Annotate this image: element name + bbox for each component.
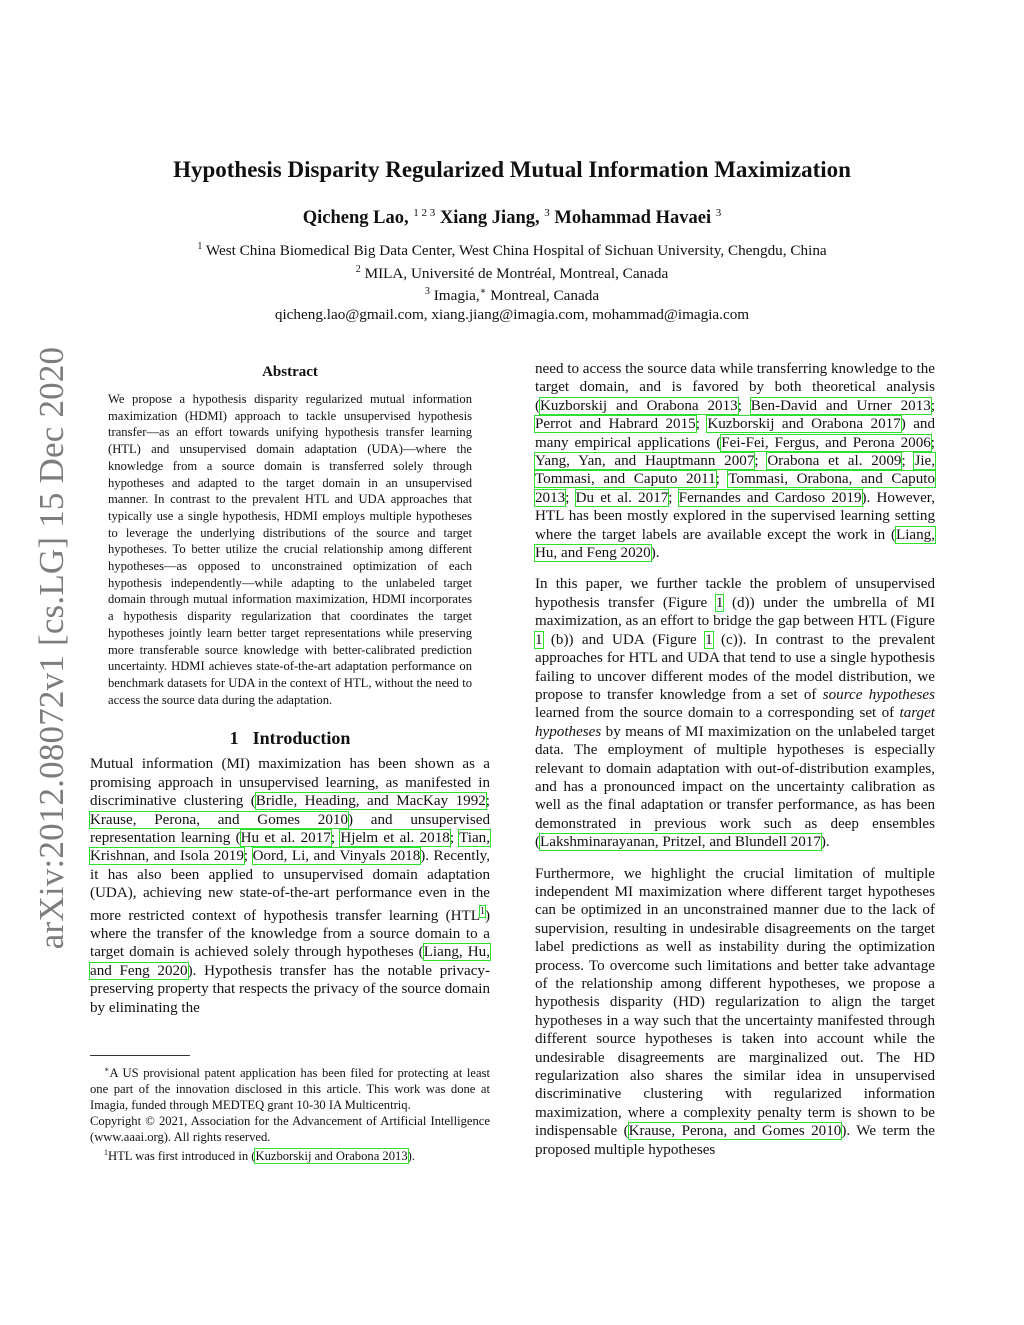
affiliation-mark: 1: [197, 241, 203, 252]
emphasis-text: source hypotheses: [822, 686, 935, 703]
affiliation-mark: 2: [355, 263, 361, 275]
author-emails: qicheng.lao@gmail.com, xiang.jiang@imagia.com, mohammad@imagia.com: [274, 305, 750, 323]
author-name: Xiang Jiang,: [439, 208, 540, 228]
citation-link[interactable]: Tian, Krishnan, and Isola 2019: [90, 829, 490, 865]
citation-link[interactable]: Du et al. 2017: [575, 489, 669, 506]
citation-separator: ;: [715, 471, 729, 488]
left-column: [90, 360, 490, 1017]
section-title: Introduction: [252, 728, 351, 749]
paragraph-text: Mutual information (MI) maximization has been shown as a promising approach in unsupervised learning, as manifested in discriminative clustering (: [90, 756, 490, 810]
paragraph-text: ). We term the proposed multiple hypotheses: [535, 1123, 935, 1158]
citation-separator: ;: [754, 453, 768, 470]
paragraph-text: ).: [820, 834, 830, 851]
arxiv-identifier-stamp: arXiv:2012.08072v1 [cs.LG] 15 Dec 2020: [32, 346, 71, 950]
intro-paragraph-3: [535, 865, 935, 1160]
citation-link[interactable]: Perrot and Habrard 2015: [535, 416, 696, 433]
section-heading-introduction: [90, 728, 490, 749]
citation-separator: ;: [695, 416, 708, 433]
citation-separator: ;: [449, 829, 460, 846]
right-column: [535, 360, 935, 1159]
citation-link[interactable]: Fernandes and Cardoso 2019: [678, 489, 862, 506]
footnote-star-mark: ∗: [479, 286, 487, 297]
citation-link[interactable]: Bridle, Heading, and MacKay 1992: [255, 793, 486, 810]
figure-link[interactable]: 1: [535, 631, 543, 648]
citation-link[interactable]: Fei-Fei, Fergus, and Perona 2006: [721, 434, 931, 451]
affiliation-text: MILA, Université de Montréal, Montreal, Canada: [360, 264, 669, 282]
paragraph-text: (b)) and UDA (Figure: [542, 631, 706, 648]
abstract-text: We propose a hypothesis disparity regularized mutual information maximization (HDMI) approach to tackle unsupervised hypothesis transfer—as an effort towards unifying hypothesis transfer learning (HTL) and unsupervised domain adaptation (UDA)—where the knowledge from a source domain is transferred solely through hypotheses and adapted to the target domain in an unsupervised manner. In contrast to the prevalent HTL and UDA approaches that typically use a single hypothesis, HDMI employs multiple hypotheses to leverage the underlying distributions of the source and target hypotheses. To better utilize the crucial relationship among different hypotheses—as opposed to unconstrained optimization of each hypothesis independently—while adapting to the unlabeled target domain through mutual information maximization, HDMI incorporates a hypothesis disparity regularization that coordinates the target hypotheses jointly learn better target representations while preserving more transferable source knowledge with better-calibrated prediction uncertainty. HDMI achieves state-of-the-art adaptation performance on benchmark datasets for UDA in the context of HTL, without the need to access the source data during the adaptation.: [108, 392, 472, 707]
citation-link[interactable]: Yang, Yan, and Hauptmann 2007: [535, 453, 755, 470]
footnotes: [90, 1055, 490, 1164]
citation-separator: ;: [330, 829, 341, 846]
citation-link[interactable]: Kuzborskij and Orabona 2017: [707, 416, 901, 433]
footnote-mark: 1: [104, 1148, 108, 1157]
abstract-heading: Abstract: [262, 364, 318, 380]
copyright-notice: Copyright © 2021, Association for the Advancement of Artificial Intelligence (www.aaai.org). All rights reserved.: [90, 1114, 490, 1144]
affiliation-text: Montreal, Canada: [486, 287, 600, 304]
paragraph-text: (d)) under the umbrella of MI maximization, as an effort to bridge the gap between HTL (Figure: [535, 594, 935, 630]
affiliation-block: [0, 238, 1024, 324]
footnote-divider: [90, 1055, 190, 1056]
footnote-star: [90, 1062, 490, 1113]
citation-link[interactable]: Tommasi, Orabona, and Caputo 2013: [535, 471, 936, 506]
citation-link[interactable]: Liang, Hu, and Feng 2020: [535, 526, 935, 562]
author-affiliation-marks: 3: [544, 207, 550, 219]
paragraph-text: ).: [650, 545, 660, 562]
citation-separator: ;: [930, 434, 935, 451]
paragraph-text: learned from the source domain to a corresponding set of: [535, 705, 900, 722]
paragraph-text: ) and many empirical applications (: [535, 416, 936, 451]
affiliation-text: Imagia,: [429, 287, 480, 304]
author-affiliation-marks: 3: [715, 207, 722, 219]
footnote-1: [90, 1145, 490, 1164]
citation-separator: ;: [485, 793, 490, 810]
paragraph-text: ). Recently, it has also been applied to unsupervised domain adaptation (UDA), achieving new state-of-the-art performance even in the more restricted context of hypothesis transfer learning (HTL: [90, 848, 490, 924]
author-affiliation-marks: 1 2 3: [413, 207, 436, 219]
citation-link[interactable]: Krause, Perona, and Gomes 2010: [90, 811, 348, 828]
paragraph-text: by means of MI maximization on the unlabeled target data. The employment of multiple hypotheses is especially relevant to domain adaptation with out-of-distribution examples, and has a pronounced impact on the uncertainty calibration as well as the final adaptation or transfer performance, as has been demonstrated in previous work such as deep ensembles (: [535, 723, 935, 851]
citation-link[interactable]: Kuzborskij and Orabona 2013: [540, 397, 738, 414]
citation-separator: ;: [737, 397, 751, 414]
author-name: Qicheng Lao,: [302, 208, 409, 228]
intro-paragraph-2: [535, 575, 935, 851]
citation-link[interactable]: Kuzborskij and Orabona 2013: [255, 1149, 408, 1163]
citation-separator: ;: [901, 453, 915, 470]
citation-separator: ;: [243, 848, 253, 865]
intro-paragraph-1: [90, 755, 490, 1017]
section-number: 1: [229, 728, 239, 749]
author-list: [0, 207, 1024, 229]
affiliation-text: West China Biomedical Big Data Center, West China Hospital of Sichuan University, Chengdu, China: [202, 242, 827, 259]
footnote-text: ).: [407, 1149, 415, 1163]
paragraph-text: ) and unsupervised representation learning (: [90, 811, 490, 846]
citation-link[interactable]: Hjelm et al. 2018: [340, 829, 450, 846]
paragraph-text: (c)). In contrast to the prevalent approaches for HTL and UDA that tend to use a single hypothesis failing to uncover different modes of the model distribution, we propose to transfer knowledge from a set of: [535, 631, 935, 703]
paragraph-text: need to access the source data while transferring knowledge to the target domain, and is favored by both theoretical analysis (: [535, 361, 935, 414]
emphasis-text: target hypotheses: [535, 705, 935, 740]
paragraph-text: ) where the transfer of the knowledge from a source domain to a target domain is achieved solely through hypotheses (: [90, 907, 490, 961]
citation-link[interactable]: Hu et al. 2017: [240, 829, 331, 846]
figure-link[interactable]: 1: [705, 631, 713, 648]
paragraph-text: ). However, HTL has been mostly explored in the supervised learning setting where the target labels are available except the work in (: [535, 489, 935, 543]
paragraph-text: Furthermore, we highlight the crucial limitation of multiple independent MI maximization where different target hypotheses can be optimized in an unconstrained manner due to the lack of supervision, resulting in undesirable disagreements on the target label predictions as well as instability during the optimization process. To overcome such limitations and better take advantage of the relationship among different hypotheses, we propose a hypothesis disparity (HD) regularization to align the target hypotheses in a way such that the uncertainty manifested through different source hypotheses is taken into account while the undesirable disagreements are marginalized out. The HD regularization also shares the similar idea in unsupervised discriminative clustering with regularized information maximization, where a complexity penalty term is shown to be indispensable (: [535, 865, 935, 1140]
intro-paragraph-continued: [535, 360, 935, 562]
citation-link[interactable]: Orabona et al. 2009: [767, 453, 902, 470]
citation-link[interactable]: Ben-David and Urner 2013: [750, 397, 931, 414]
citation-link[interactable]: Jie, Tommasi, and Caputo 2011: [535, 453, 935, 488]
paper-title: Hypothesis Disparity Regularized Mutual Information Maximization: [173, 157, 851, 182]
footnote-text: A US provisional patent application has been filed for protecting at least one part of the innovation disclosed in this article. This work was done at Imagia, funded through MEDTEQ grant 10-30 IA Multicentriq.: [90, 1066, 490, 1112]
citation-separator: ;: [930, 397, 936, 414]
paragraph-text: In this paper, we further tackle the problem of unsupervised hypothesis transfer (Figure: [535, 576, 935, 611]
citation-link[interactable]: Krause, Perona, and Gomes 2010: [628, 1123, 842, 1140]
affiliation-line: [0, 261, 1024, 284]
citation-link[interactable]: Lakshminarayanan, Pritzel, and Blundell 2017: [540, 834, 821, 851]
paragraph-text: ). Hypothesis transfer has the notable privacy-preserving property that respects the privacy of the source domain by eliminating the: [90, 962, 490, 1016]
author-name: Mohammad Havaei: [554, 208, 712, 228]
footnote-text: HTL was first introduced in (: [108, 1149, 256, 1163]
citation-separator: ;: [565, 489, 576, 506]
affiliation-line: [0, 238, 1024, 261]
citation-link[interactable]: Liang, Hu, and Feng 2020: [90, 944, 490, 979]
affiliation-mark: 3: [424, 286, 430, 297]
affiliation-line: [0, 283, 1024, 306]
citation-link[interactable]: Oord, Li, and Vinyals 2018: [252, 848, 421, 865]
footnote-mark: ∗: [104, 1065, 110, 1074]
citation-separator: ;: [668, 489, 679, 506]
footnote-link[interactable]: 1: [479, 905, 485, 917]
figure-link[interactable]: 1: [715, 594, 724, 611]
